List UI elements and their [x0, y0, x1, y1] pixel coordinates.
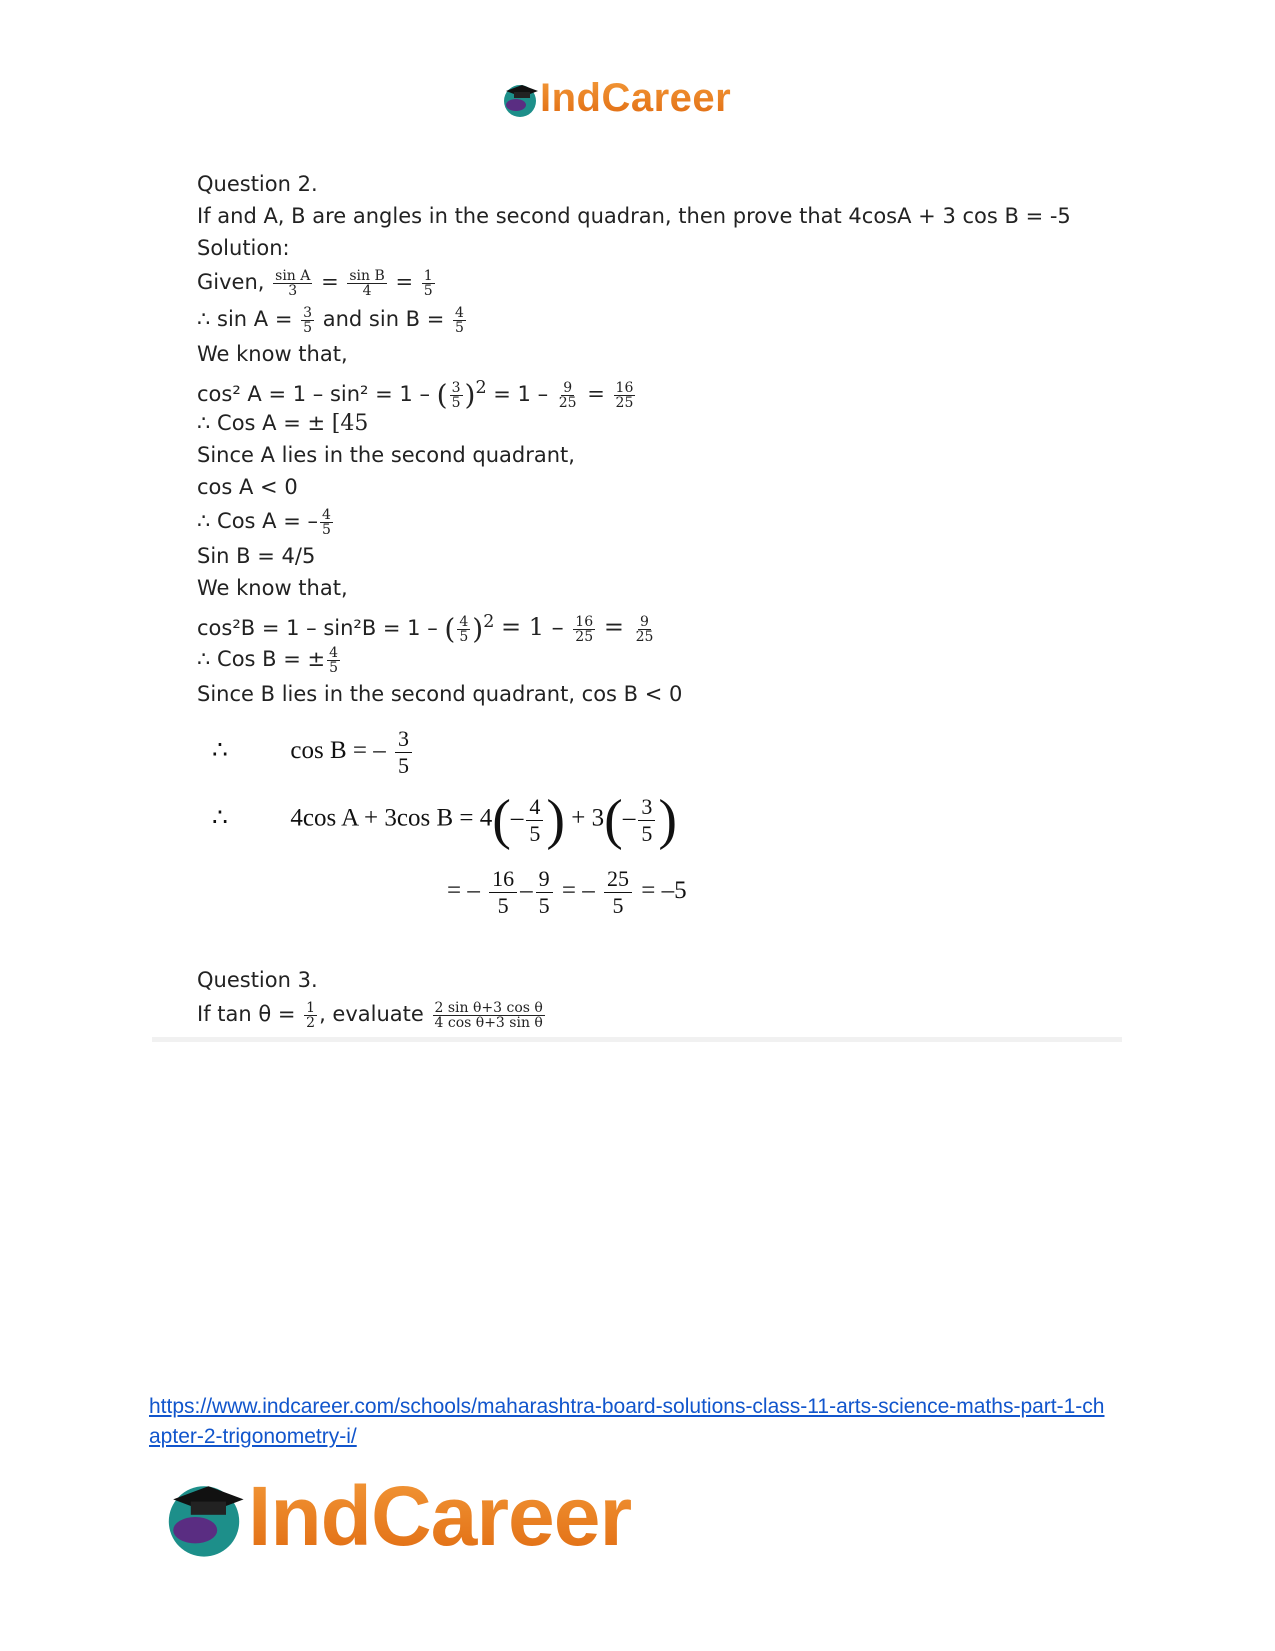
document-body	[197, 168, 1077, 710]
we-know-1: We know that,	[197, 342, 348, 366]
question-3	[197, 964, 1077, 1033]
graduation-globe-icon	[500, 79, 540, 119]
logo-text: IndCareer	[248, 1469, 632, 1563]
cosA-pm-line: ∴ Cos A = ± [45	[197, 411, 369, 436]
question-2-title: Question 2.	[197, 172, 318, 196]
footer-logo	[160, 1468, 631, 1565]
we-know-2: We know that,	[197, 576, 348, 600]
cos2B-line: cos²B = 1 – sin²B = 1 – ( $\frac{4}{5}$ )$^2$ = 1 – $\frac{16}{25}$ = $\frac{9}{25}$	[197, 612, 654, 646]
final-equation: = – $\frac{16}{5}$ – $\frac{9}{5}$ = – $\frac{25}{5}$ = –5	[447, 866, 687, 918]
sum-equation: ∴ 4cos A + 3cos B = 4(– $\frac{4}{5}$ ) + 3(– $\frac{3}{5}$ )	[212, 789, 677, 851]
section-divider	[152, 1037, 1122, 1042]
since-B-line: Since B lies in the second quadrant, cos B < 0	[197, 682, 683, 706]
question-3-title: Question 3.	[197, 968, 318, 992]
header-logo	[500, 76, 731, 121]
sin-values-line: ∴ sin A = $\frac{3}{5}$ and sin B = $\frac{4}{5}$	[197, 304, 464, 336]
cos2A-line: cos² A = 1 – sin² = 1 – ( $\frac{3}{5}$ )$^2$ = 1 – $\frac{9}{25}$ = $\frac{16}{25}$	[197, 378, 634, 412]
graduation-globe-icon	[160, 1473, 248, 1561]
sinB-line: Sin B = 4/5	[197, 544, 316, 568]
question-3-statement: If tan θ = $\frac{1}{2}$ , evaluate $\frac{\text{2 sin θ+3 cos θ}}{\text{4 cos θ+3 sin θ}}$	[197, 999, 543, 1031]
logo-text: IndCareer	[540, 76, 732, 120]
cosB-pm-line: ∴ Cos B = ± $\frac{4}{5}$	[197, 644, 339, 676]
source-link[interactable]: https://www.indcareer.com/schools/maharashtra-board-solutions-class-11-arts-science-maths-part-1-chapter-2-trigonometry-i/	[149, 1395, 1105, 1448]
cosA-neg-line: ∴ Cos A = – $\frac{4}{5}$	[197, 506, 331, 538]
cosB-equation: ∴ cos B = – $\frac{3}{5}$	[212, 726, 415, 779]
question-2-statement: If and A, B are angles in the second quadran, then prove that 4cosA + 3 cos B = -5	[197, 204, 1071, 228]
given-line: Given, $\frac{\text{sin A}}{3}$ = $\frac{\text{sin B}}{4}$ = $\frac{1}{5}$	[197, 267, 433, 299]
since-A-line: Since A lies in the second quadrant,	[197, 443, 575, 467]
solution-label: Solution:	[197, 236, 290, 260]
cosA-lt0-line: cos A < 0	[197, 475, 298, 499]
